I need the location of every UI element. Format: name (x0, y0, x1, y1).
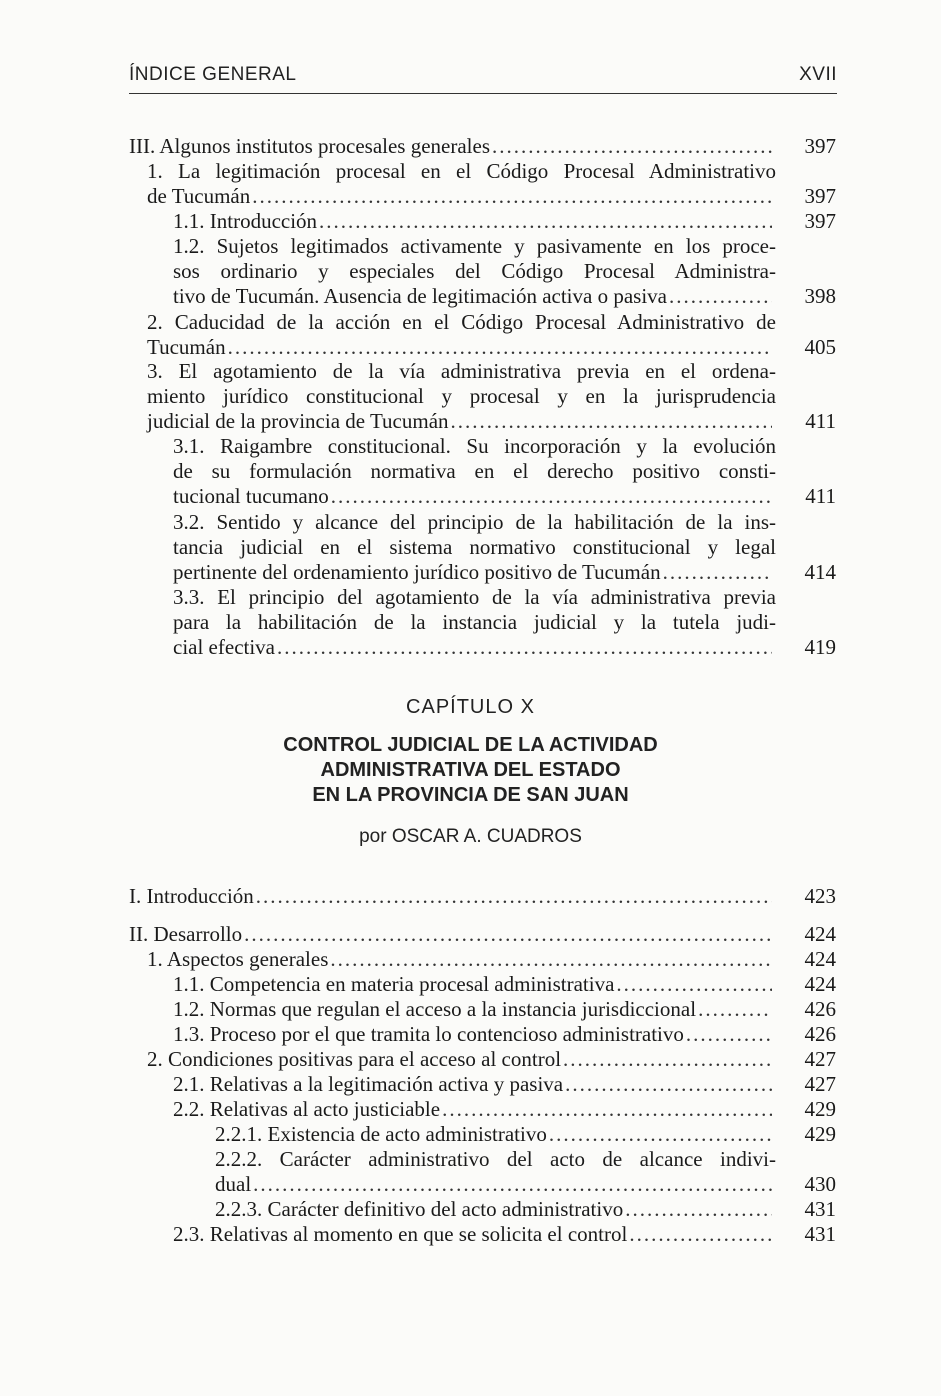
toc-page-number: 419 (804, 635, 836, 659)
toc-page-number: 411 (805, 409, 836, 433)
dot-leader (253, 1172, 772, 1197)
toc-entry (173, 1222, 836, 1247)
toc-page-number: 429 (804, 1097, 836, 1121)
toc-entry-line: 3.1. Raigambre constitucional. Su incorporación y la evolución (173, 434, 776, 458)
toc-entry-line: 3.2. Sentido y alcance del principio de la habilitación de la ins- (173, 510, 776, 534)
toc-entry (215, 1147, 836, 1197)
toc-entry (147, 1047, 836, 1072)
toc-entry-line: pertinente del ordenamiento jurídico positivo de Tucumán (173, 560, 661, 584)
dot-leader (319, 209, 772, 234)
dot-leader (244, 922, 772, 947)
toc-entry-line: 1.1. Competencia en materia procesal administrativa (173, 972, 615, 996)
dot-leader (331, 484, 772, 509)
toc-page-number: 414 (804, 560, 836, 584)
toc-entry (147, 359, 836, 434)
toc-page-number: 426 (804, 997, 836, 1021)
chapter-title (0, 733, 941, 808)
toc-page-number: 397 (804, 209, 836, 233)
dot-leader (563, 1047, 772, 1072)
chapter-title-line: CONTROL JUDICIAL DE LA ACTIVIDAD (283, 734, 658, 756)
toc-entry (173, 972, 836, 997)
toc-entry-line: de Tucumán (147, 184, 251, 208)
header-title: ÍNDICE GENERAL (129, 64, 297, 85)
chapter-title-line: ADMINISTRATIVA DEL ESTADO (320, 759, 621, 781)
toc-page-number: 429 (804, 1122, 836, 1146)
toc-entry-line: 2. Caducidad de la acción en el Código Procesal Administrativo de (147, 310, 776, 334)
toc-entry (129, 922, 836, 947)
toc-entry (147, 159, 836, 209)
dot-leader (228, 335, 772, 360)
chapter-label: CAPÍTULO X (406, 696, 535, 718)
dot-leader (616, 972, 772, 997)
toc-page-number: 398 (804, 284, 836, 308)
dot-leader (277, 635, 772, 660)
toc-entry (173, 585, 836, 660)
dot-leader (698, 997, 772, 1022)
toc-entry (173, 1072, 836, 1097)
toc-page-number: 424 (804, 947, 836, 971)
toc-page-number: 426 (804, 1022, 836, 1046)
toc-entry (129, 134, 836, 159)
toc-page-number: 427 (804, 1072, 836, 1096)
toc-entry-line: 2.1. Relativas a la legitimación activa y pasiva (173, 1072, 564, 1096)
toc-entry-line: Tucumán (147, 335, 226, 359)
toc-entry (215, 1122, 836, 1147)
toc-entry-line: tivo de Tucumán. Ausencia de legitimación activa o pasiva (173, 284, 667, 308)
toc-entry-line: para la habilitación de la instancia judicial y la tutela judi- (173, 610, 776, 634)
dot-leader (686, 1022, 772, 1047)
toc-entry-line: miento jurídico constitucional y procesal y en la jurisprudencia (147, 384, 776, 408)
toc-page-number: 424 (804, 972, 836, 996)
toc-entry-line: dual (215, 1172, 252, 1196)
dot-leader (663, 560, 772, 585)
toc-entry (147, 947, 836, 972)
header-page-number: XVII (799, 64, 837, 85)
dot-leader (442, 1097, 772, 1122)
toc-page-number: 427 (804, 1047, 836, 1071)
toc-entry (129, 884, 836, 909)
toc-entry-line: 1.2. Normas que regulan el acceso a la instancia jurisdiccional (173, 997, 697, 1021)
toc-entry-line: 1.2. Sujetos legitimados activamente y pasivamente en los proce- (173, 234, 776, 258)
toc-entry-line: 3. El agotamiento de la vía administrativa previa en el ordena- (147, 359, 776, 383)
toc-entry-line: de su formulación normativa en el derecho positivo consti- (173, 459, 776, 483)
toc-entry (173, 1097, 836, 1122)
toc-entry-line: 2.2.2. Carácter administrativo del acto de alcance indivi- (215, 1147, 776, 1171)
toc-entry-line: 1. La legitimación procesal en el Código Procesal Administrativo (147, 159, 776, 183)
toc-entry (173, 997, 836, 1022)
toc-entry-line: 1.1. Introducción (173, 209, 318, 233)
toc-entry (215, 1197, 836, 1222)
toc-entry-line: judicial de la provincia de Tucumán (147, 409, 449, 433)
toc-entry-line: 2. Condiciones positivas para el acceso al control (147, 1047, 562, 1071)
toc-entry-line: 2.3. Relativas al momento en que se solicita el control (173, 1222, 628, 1246)
dot-leader (549, 1122, 772, 1147)
dot-leader (625, 1197, 772, 1222)
toc-page-number: 424 (804, 922, 836, 946)
toc-entry-line: III. Algunos institutos procesales generales (129, 134, 490, 158)
toc-entry-line: cial efectiva (173, 635, 276, 659)
dot-leader (669, 284, 772, 309)
toc-page-number: 397 (804, 134, 836, 158)
toc-page-number: 430 (804, 1172, 836, 1196)
toc-entry-line: 1. Aspectos generales (147, 947, 329, 971)
toc-entry-line: 1.3. Proceso por el que tramita lo contencioso administrativo (173, 1022, 684, 1046)
toc-page-number: 423 (804, 884, 836, 908)
running-header (129, 64, 837, 86)
toc-entry-line: sos ordinario y especiales del Código Procesal Administra- (173, 259, 776, 283)
toc-entry (173, 209, 836, 234)
toc-entry (173, 234, 836, 309)
toc-entry (173, 1022, 836, 1047)
toc-page-number: 405 (804, 335, 836, 359)
toc-entry-line: tucional tucumano (173, 484, 329, 508)
toc-page-number: 411 (805, 484, 836, 508)
toc-page-number: 431 (804, 1222, 836, 1246)
chapter-author: por OSCAR A. CUADROS (359, 826, 582, 847)
toc-page-number: 431 (804, 1197, 836, 1221)
dot-leader (565, 1072, 772, 1097)
toc-entry-line: 2.2.3. Carácter definitivo del acto administrativo (215, 1197, 624, 1221)
toc-entry-line: I. Introducción (129, 884, 254, 908)
dot-leader (492, 134, 772, 159)
toc-entry (173, 434, 836, 509)
dot-leader (252, 184, 772, 209)
toc-entry (147, 310, 836, 360)
header-rule (129, 93, 837, 94)
dot-leader (629, 1222, 772, 1247)
toc-page-number: 397 (804, 184, 836, 208)
toc-entry (173, 510, 836, 585)
toc-entry-line: II. Desarrollo (129, 922, 243, 946)
dot-leader (256, 884, 772, 909)
toc-entry-line: tancia judicial en el sistema normativo constitucional y legal (173, 535, 776, 559)
toc-entry-line: 2.2. Relativas al acto justiciable (173, 1097, 441, 1121)
dot-leader (451, 409, 772, 434)
toc-entry-line: 2.2.1. Existencia de acto administrativo (215, 1122, 547, 1146)
dot-leader (330, 947, 772, 972)
toc-entry-line: 3.3. El principio del agotamiento de la vía administrativa previa (173, 585, 776, 609)
chapter-title-line: EN LA PROVINCIA DE SAN JUAN (312, 784, 629, 806)
